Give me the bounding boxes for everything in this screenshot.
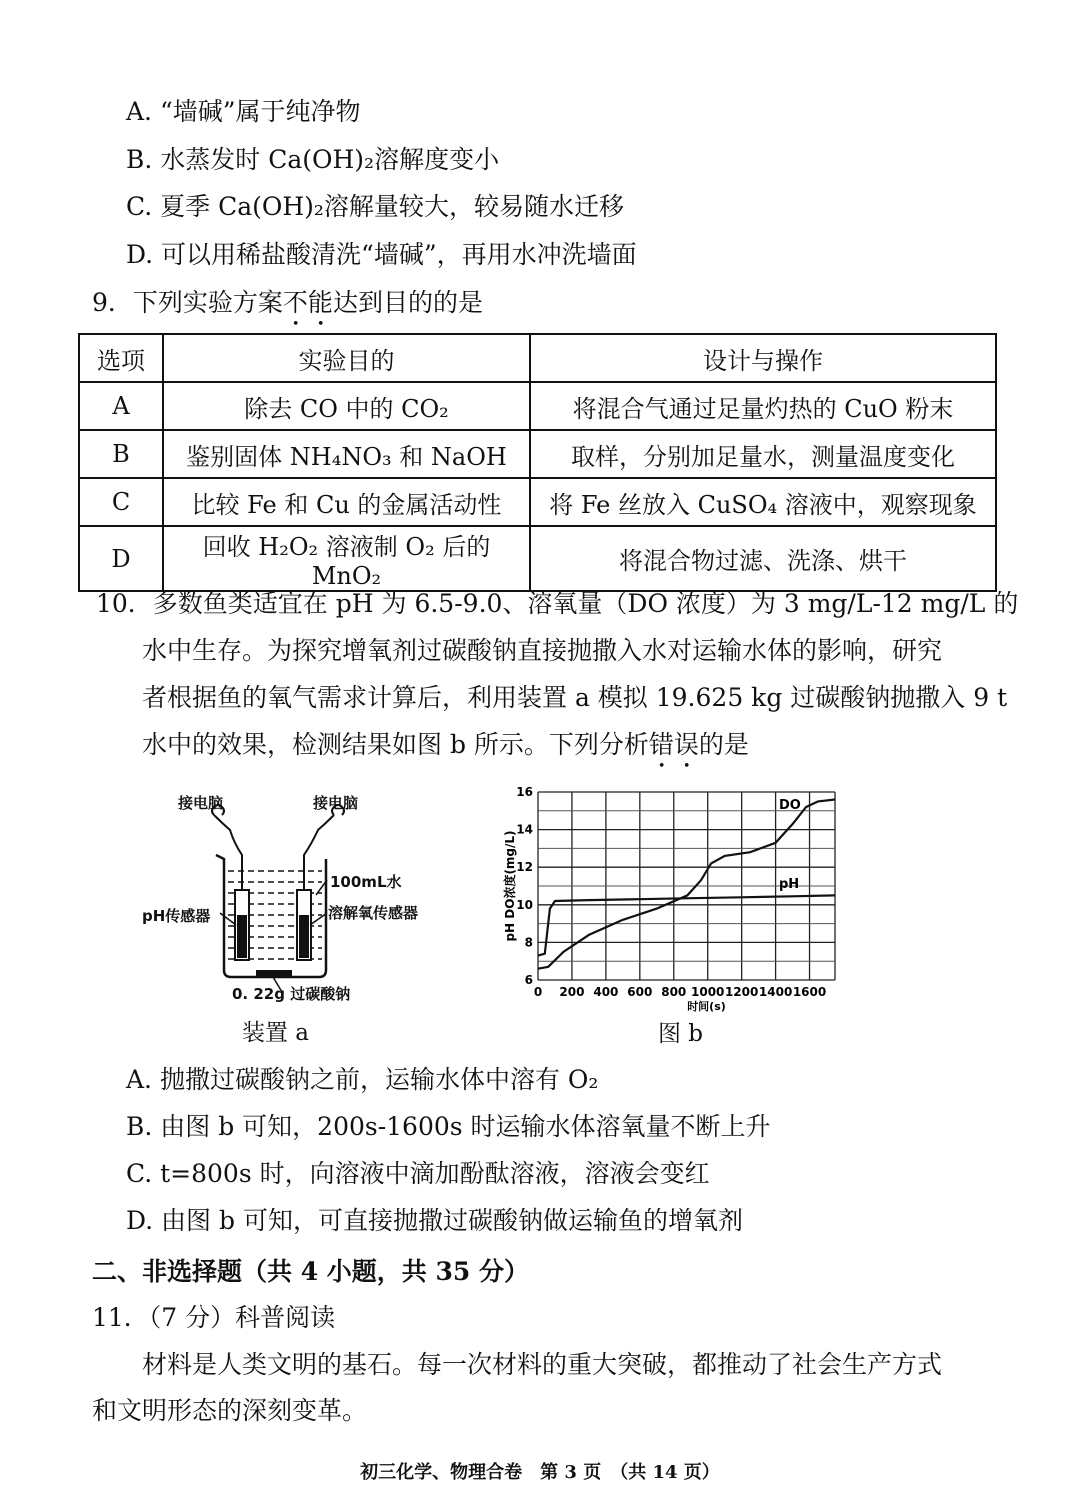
q10-option-b: B. 由图 b 可知，200s-1600s 时运输水体溶氧量不断上升 — [126, 1112, 771, 1141]
q10-stem-line-3: 者根据鱼的氧气需求计算后，利用装置 a 模拟 19.625 kg 过碳酸钠抛撒入 9 t — [142, 683, 1008, 712]
q10-option-d: D. 由图 b 可知，可直接抛撒过碳酸钠做运输鱼的增氧剂 — [126, 1206, 743, 1235]
y-axis-label: pH DO浓度(mg/L) — [503, 830, 517, 942]
label-do-sensor: 溶解氧传感器 — [328, 904, 419, 922]
table-row — [79, 430, 996, 478]
q10-stem-line-2: 水中生存。为探究增氧剂过碳酸钠直接抛撒入水对运输水体的影响，研究 — [142, 636, 943, 665]
q11-text-line-2: 和文明形态的深刻变革。 — [92, 1396, 368, 1425]
q10-stem-line-4: 水中的效果，检测结果如图 b 所示。下列分析错误的是 — [142, 730, 749, 759]
q10-option-a: A. 抛撒过碳酸钠之前，运输水体中溶有 O₂ — [126, 1065, 599, 1094]
x-tick-label: 1600 — [792, 985, 827, 999]
cell-option: C — [79, 478, 163, 526]
beaker-diagram — [130, 785, 460, 1015]
x-tick-label: 200 — [559, 985, 585, 999]
y-tick-label: 8 — [524, 935, 533, 950]
x-tick-label: 1000 — [691, 985, 725, 999]
y-tick-label: 10 — [516, 897, 533, 912]
series-label-do: DO — [778, 797, 801, 813]
label-left-computer: 接电脑 — [178, 794, 224, 812]
page-footer: 初三化学、物理合卷 第 3 页 （共 14 页） — [360, 1462, 720, 1483]
header-option: 选项 — [79, 334, 163, 382]
cell-goal: 比较 Fe 和 Cu 的金属活动性 — [163, 478, 530, 526]
q10-stem-line-1: 10．多数鱼类适宜在 pH 为 6.5-9.0、溶氧量（DO 浓度）为 3 mg/L-12 mg/L 的 — [96, 589, 1019, 618]
x-tick-label: 0 — [533, 985, 543, 999]
y-tick-label: 12 — [516, 860, 533, 875]
cell-option: D — [79, 526, 163, 591]
chart-b — [490, 780, 850, 1020]
x-tick-label: 1200 — [724, 985, 759, 999]
y-tick-label: 14 — [516, 822, 533, 837]
cell-goal: 除去 CO 中的 CO₂ — [163, 382, 530, 430]
cell-goal: 回收 H₂O₂ 溶液制 O₂ 后的 MnO₂ — [163, 526, 530, 591]
cell-goal: 鉴别固体 NH₄NO₃ 和 NaOH — [163, 430, 530, 478]
q8-option-d: D. 可以用稀盐酸清洗“墙碱”，再用水冲洗墙面 — [126, 240, 637, 269]
cell-option: B — [79, 430, 163, 478]
x-axis-label: 时间(s) — [687, 1000, 726, 1013]
label-water: 100mL水 — [330, 873, 402, 891]
label-right-computer: 接电脑 — [313, 794, 359, 812]
table-row — [79, 382, 996, 430]
cell-operation: 将混合气通过足量灼热的 CuO 粉末 — [530, 382, 996, 430]
label-ph-sensor: pH传感器 — [142, 907, 211, 925]
table-header-row — [79, 334, 996, 382]
x-tick-label: 400 — [593, 985, 619, 999]
chart-caption: 图 b — [658, 1021, 704, 1047]
q9-table — [78, 333, 997, 592]
q9-stem: 9．下列实验方案不能达到目的的是 — [92, 288, 483, 317]
q8-option-a: A. “墙碱”属于纯净物 — [126, 97, 361, 126]
q10-option-c: C. t=800s 时，向溶液中滴加酚酞溶液，溶液会变红 — [126, 1159, 710, 1188]
chart-figure — [490, 780, 850, 1055]
series-label-ph: pH — [778, 876, 800, 892]
q8-option-b: B. 水蒸发时 Ca(OH)₂溶解度变小 — [126, 145, 500, 174]
cell-option: A — [79, 382, 163, 430]
q8-option-c: C. 夏季 Ca(OH)₂溶解量较大，较易随水迁移 — [126, 192, 624, 221]
label-reagent: 0. 22g 过碳酸钠 — [232, 985, 351, 1003]
x-tick-label: 600 — [627, 985, 653, 999]
x-tick-label: 800 — [661, 985, 687, 999]
table-row — [79, 478, 996, 526]
y-tick-label: 16 — [516, 785, 533, 799]
cell-operation: 将混合物过滤、洗涤、烘干 — [530, 526, 996, 591]
apparatus-caption: 装置 a — [242, 1020, 310, 1046]
table-row — [79, 526, 996, 591]
q11-text-line-1: 材料是人类文明的基石。每一次材料的重大突破，都推动了社会生产方式 — [142, 1350, 943, 1379]
cell-operation: 将 Fe 丝放入 CuSO₄ 溶液中，观察现象 — [530, 478, 996, 526]
header-operation: 设计与操作 — [530, 334, 996, 382]
q11-title: 11．（7 分）科普阅读 — [92, 1303, 336, 1332]
header-goal: 实验目的 — [163, 334, 530, 382]
cell-operation: 取样，分别加足量水，测量温度变化 — [530, 430, 996, 478]
y-tick-label: 6 — [524, 973, 533, 987]
section-2-heading: 二、非选择题（共 4 小题，共 35 分） — [92, 1257, 530, 1286]
apparatus-figure — [130, 785, 460, 1055]
x-tick-label: 1400 — [758, 985, 793, 999]
